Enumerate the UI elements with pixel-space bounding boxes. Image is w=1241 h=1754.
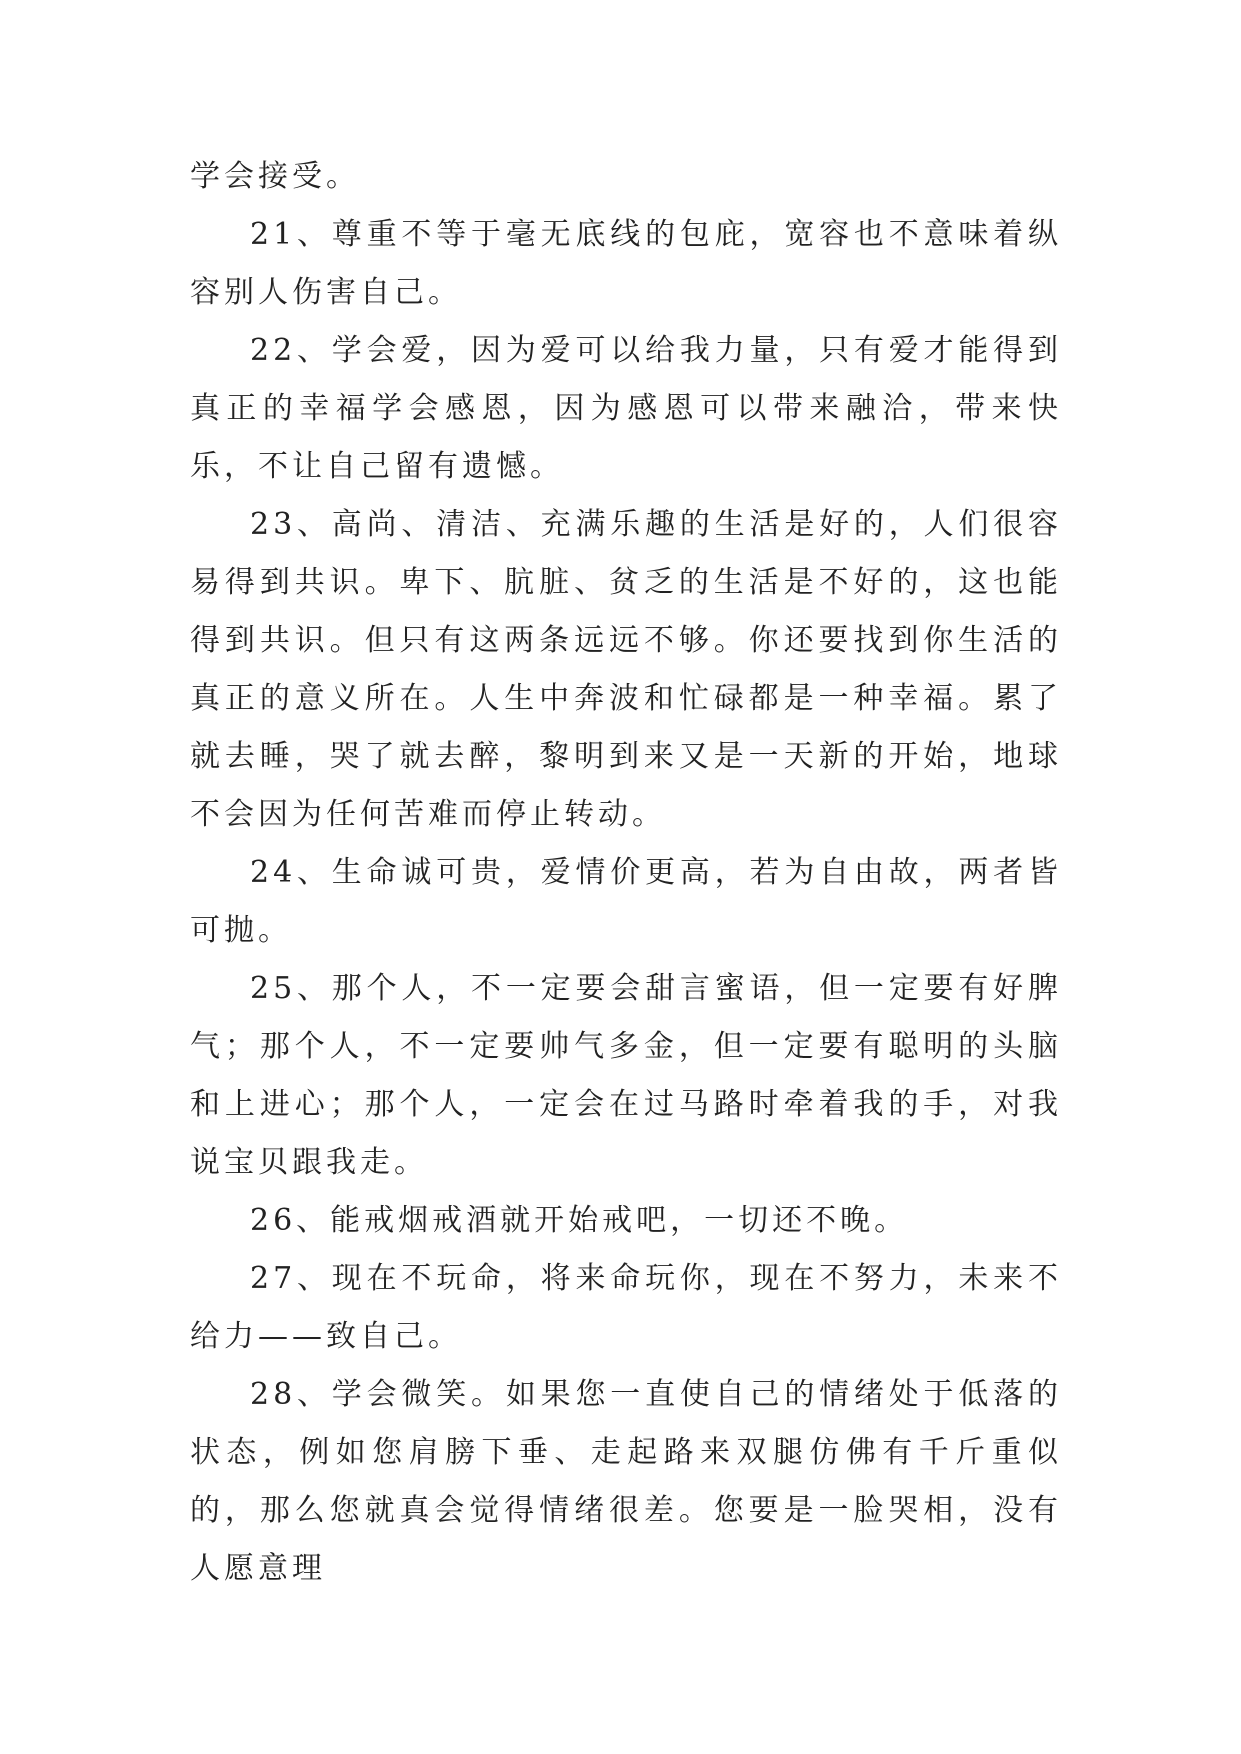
paragraph-24: 24、生命诚可贵，爱情价更高，若为自由故，两者皆可抛。 <box>190 855 1062 948</box>
paragraph-27: 27、现在不玩命，将来命玩你，现在不努力，未来不给力——致自己。 <box>190 1261 1062 1354</box>
paragraph-26: 26、能戒烟戒酒就开始戒吧，一切还不晚。 <box>250 1203 909 1238</box>
paragraph-continuation: 学会接受。 <box>190 159 360 194</box>
document-body <box>190 148 1062 1598</box>
paragraph-28: 28、学会微笑。如果您一直使自己的情绪处于低落的状态，例如您肩膀下垂、走起路来双腿仿佛有千斤重似的，那么您就真会觉得情绪很差。您要是一脸哭相，没有人愿意理 <box>190 1377 1062 1586</box>
paragraph-25: 25、那个人，不一定要会甜言蜜语，但一定要有好脾气；那个人，不一定要帅气多金，但一定要有聪明的头脑和上进心；那个人，一定会在过马路时牵着我的手，对我说宝贝跟我走。 <box>190 971 1062 1180</box>
paragraph-22: 22、学会爱，因为爱可以给我力量，只有爱才能得到真正的幸福学会感恩，因为感恩可以带来融洽，带来快乐，不让自己留有遗憾。 <box>190 333 1062 484</box>
paragraph-23: 23、高尚、清洁、充满乐趣的生活是好的，人们很容易得到共识。卑下、肮脏、贫乏的生活是不好的，这也能得到共识。但只有这两条远远不够。你还要找到你生活的真正的意义所在。人生中奔波和忙碌都是一种幸福。累了就去睡，哭了就去醉，黎明到来又是一天新的开始，地球不会因为任何苦难而停止转动。 <box>190 507 1062 832</box>
paragraph-21: 21、尊重不等于毫无底线的包庇，宽容也不意味着纵容别人伤害自己。 <box>190 217 1062 310</box>
